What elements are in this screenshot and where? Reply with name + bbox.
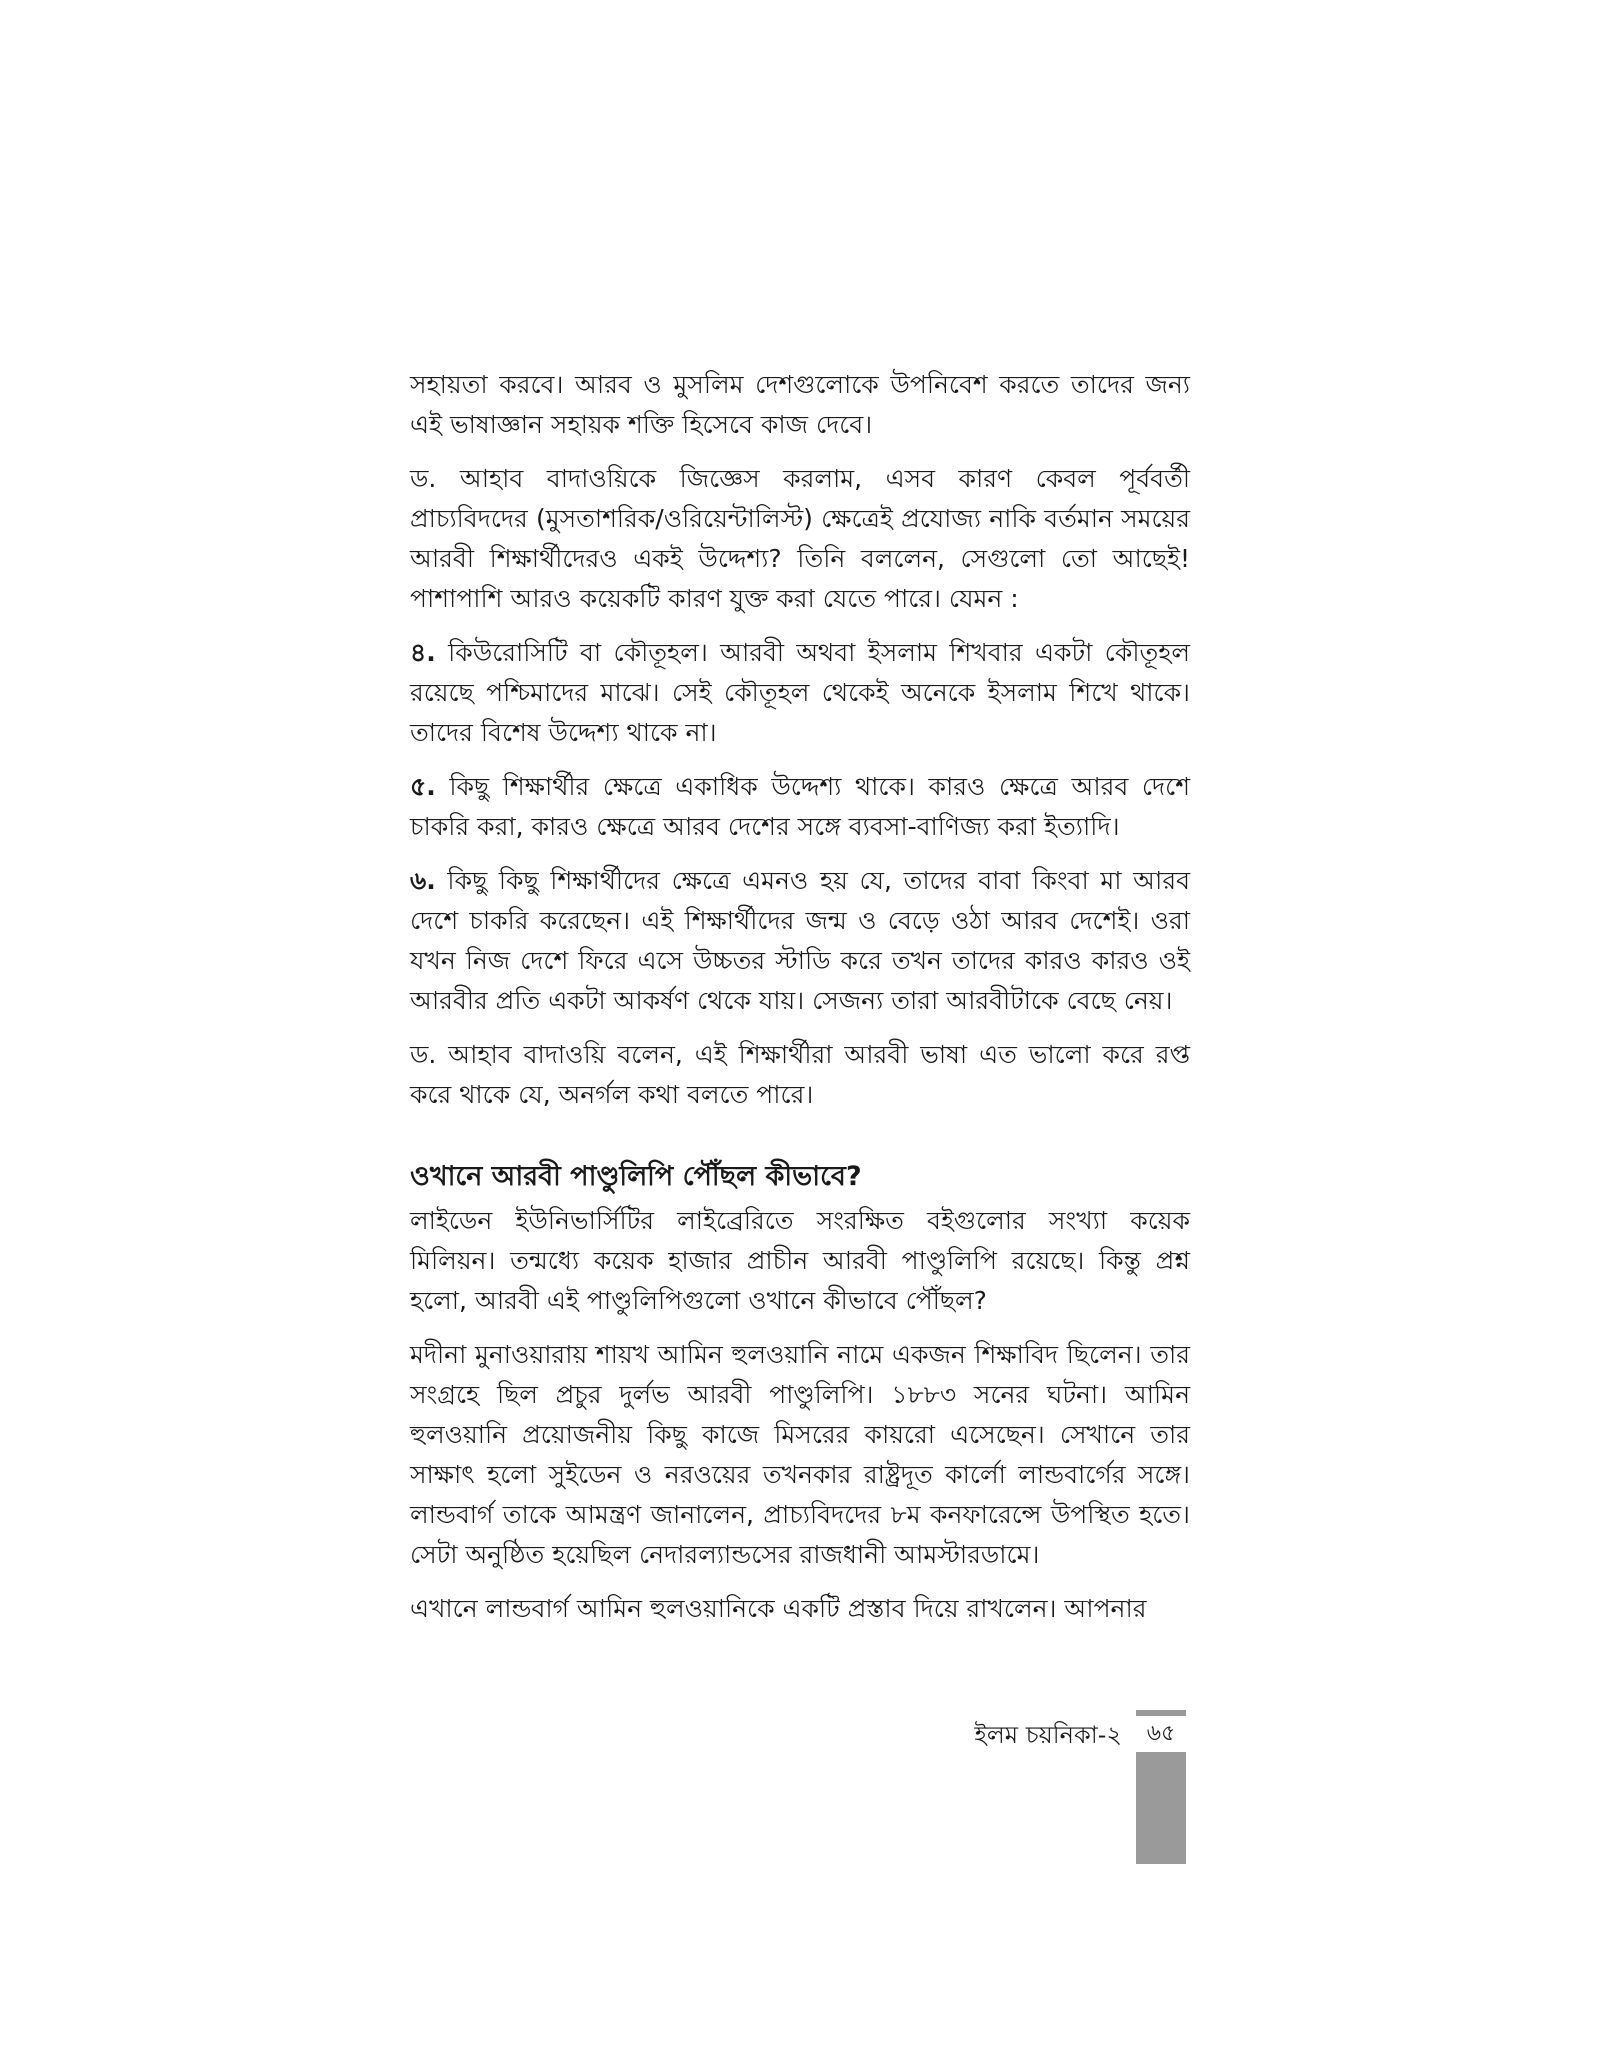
numbered-item bbox=[410, 861, 1190, 1021]
section-heading: ওখানে আরবী পাণ্ডুলিপি পৌঁছল কীভাবে? bbox=[410, 1161, 862, 1192]
page-body bbox=[410, 365, 1190, 1643]
running-footer-title: ইলম চয়নিকা-২ bbox=[974, 1721, 1122, 1749]
item-number: ৫. bbox=[410, 772, 436, 801]
numbered-item bbox=[410, 633, 1190, 753]
numbered-item bbox=[410, 767, 1190, 847]
page-number: ৬৫ bbox=[1136, 1716, 1186, 1752]
paragraph: ড. আহাব বাদাওয়ি বলেন, এই শিক্ষার্থীরা আরবী ভাষা এত ভালো করে রপ্ত করে থাকে যে, অনর্গল কথা বলতে পারে। bbox=[410, 1040, 1190, 1109]
item-text: কিছু শিক্ষার্থীর ক্ষেত্রে একাধিক উদ্দেশ্য থাকে। কারও ক্ষেত্রে আরব দেশে চাকরি করা, কারও ক্ষেত্রে আরব দেশের সঙ্গে ব্যবসা-বাণিজ্য করা ইত্যাদি। bbox=[410, 772, 1190, 841]
paragraph: মদীনা মুনাওয়ারায় শায়খ আমিন হুলওয়ানি নামে একজন শিক্ষাবিদ ছিলেন। তার সংগ্রহে ছিল প্রচুর দুর্লভ আরবী পাণ্ডুলিপি। ১৮৮৩ সনের ঘটনা। আমিন হুলওয়ানি প্রয়োজনীয় কিছু কাজে মিসরের কায়রো এসেছেন। সেখানে তার সাক্ষাৎ হলো সুইডেন ও নরওয়ের তখনকার রাষ্ট্রদূত কার্লো লান্ডবার্গের সঙ্গে। লান্ডবার্গ তাকে আমন্ত্রণ জানালেন, প্রাচ্যবিদদের ৮ম কনফারেন্সে উপস্থিত হতে। সেটা অনুষ্ঠিত হয়েছিল নেদারল্যান্ডসের রাজধানী আমস্টারডামে। bbox=[410, 1340, 1190, 1569]
item-number: ৪. bbox=[410, 638, 436, 667]
paragraph: ড. আহাব বাদাওয়িকে জিজ্ঞেস করলাম, এসব কারণ কেবল পূর্ববর্তী প্রাচ্যবিদদের (মুসতাশরিক/ওরিয়েন্টালিস্ট) ক্ষেত্রেই প্রযোজ্য নাকি বর্তমান সময়ের আরবী শিক্ষার্থীদেরও একই উদ্দেশ্য? তিনি বললেন, সেগুলো তো আছেই! পাশাপাশি আরও কয়েকটি কারণ যুক্ত করা যেতে পারে। যেমন : bbox=[410, 464, 1190, 613]
item-text: কিউরোসিটি বা কৌতূহল। আরবী অথবা ইসলাম শিখবার একটা কৌতূহল রয়েছে পশ্চিমাদের মাঝে। সেই কৌতূহল থেকেই অনেকে ইসলাম শিখে থাকে। তাদের বিশেষ উদ্দেশ্য থাকে না। bbox=[410, 638, 1190, 747]
item-number: ৬. bbox=[410, 866, 436, 895]
paragraph: এখানে লান্ডবার্গ আমিন হুলওয়ানিকে একটি প্রস্তাব দিয়ে রাখলেন। আপনার bbox=[410, 1594, 1147, 1623]
paragraph: লাইডেন ইউনিভার্সিটির লাইব্রেরিতে সংরক্ষিত বইগুলোর সংখ্যা কয়েক মিলিয়ন। তন্মধ্যে কয়েক হাজার প্রাচীন আরবী পাণ্ডুলিপি রয়েছে। কিন্তু প্রশ্ন হলো, আরবী এই পাণ্ডুলিপিগুলো ওখানে কীভাবে পৌঁছল? bbox=[410, 1206, 1190, 1315]
item-text: কিছু কিছু শিক্ষার্থীদের ক্ষেত্রে এমনও হয় যে, তাদের বাবা কিংবা মা আরব দেশে চাকরি করেছেন। এই শিক্ষার্থীদের জন্ম ও বেড়ে ওঠা আরব দেশেই। ওরা যখন নিজ দেশে ফিরে এসে উচ্চতর স্টাডি করে তখন তাদের কারও কারও ওই আরবীর প্রতি একটা আকর্ষণ থেকে যায়। সেজন্য তারা আরবীটাকে বেছে নেয়। bbox=[410, 866, 1190, 1015]
paragraph: সহায়তা করবে। আরব ও মুসলিম দেশগুলোকে উপনিবেশ করতে তাদের জন্য এই ভাষাজ্ঞান সহায়ক শক্তি হিসেবে কাজ দেবে। bbox=[410, 370, 1190, 439]
